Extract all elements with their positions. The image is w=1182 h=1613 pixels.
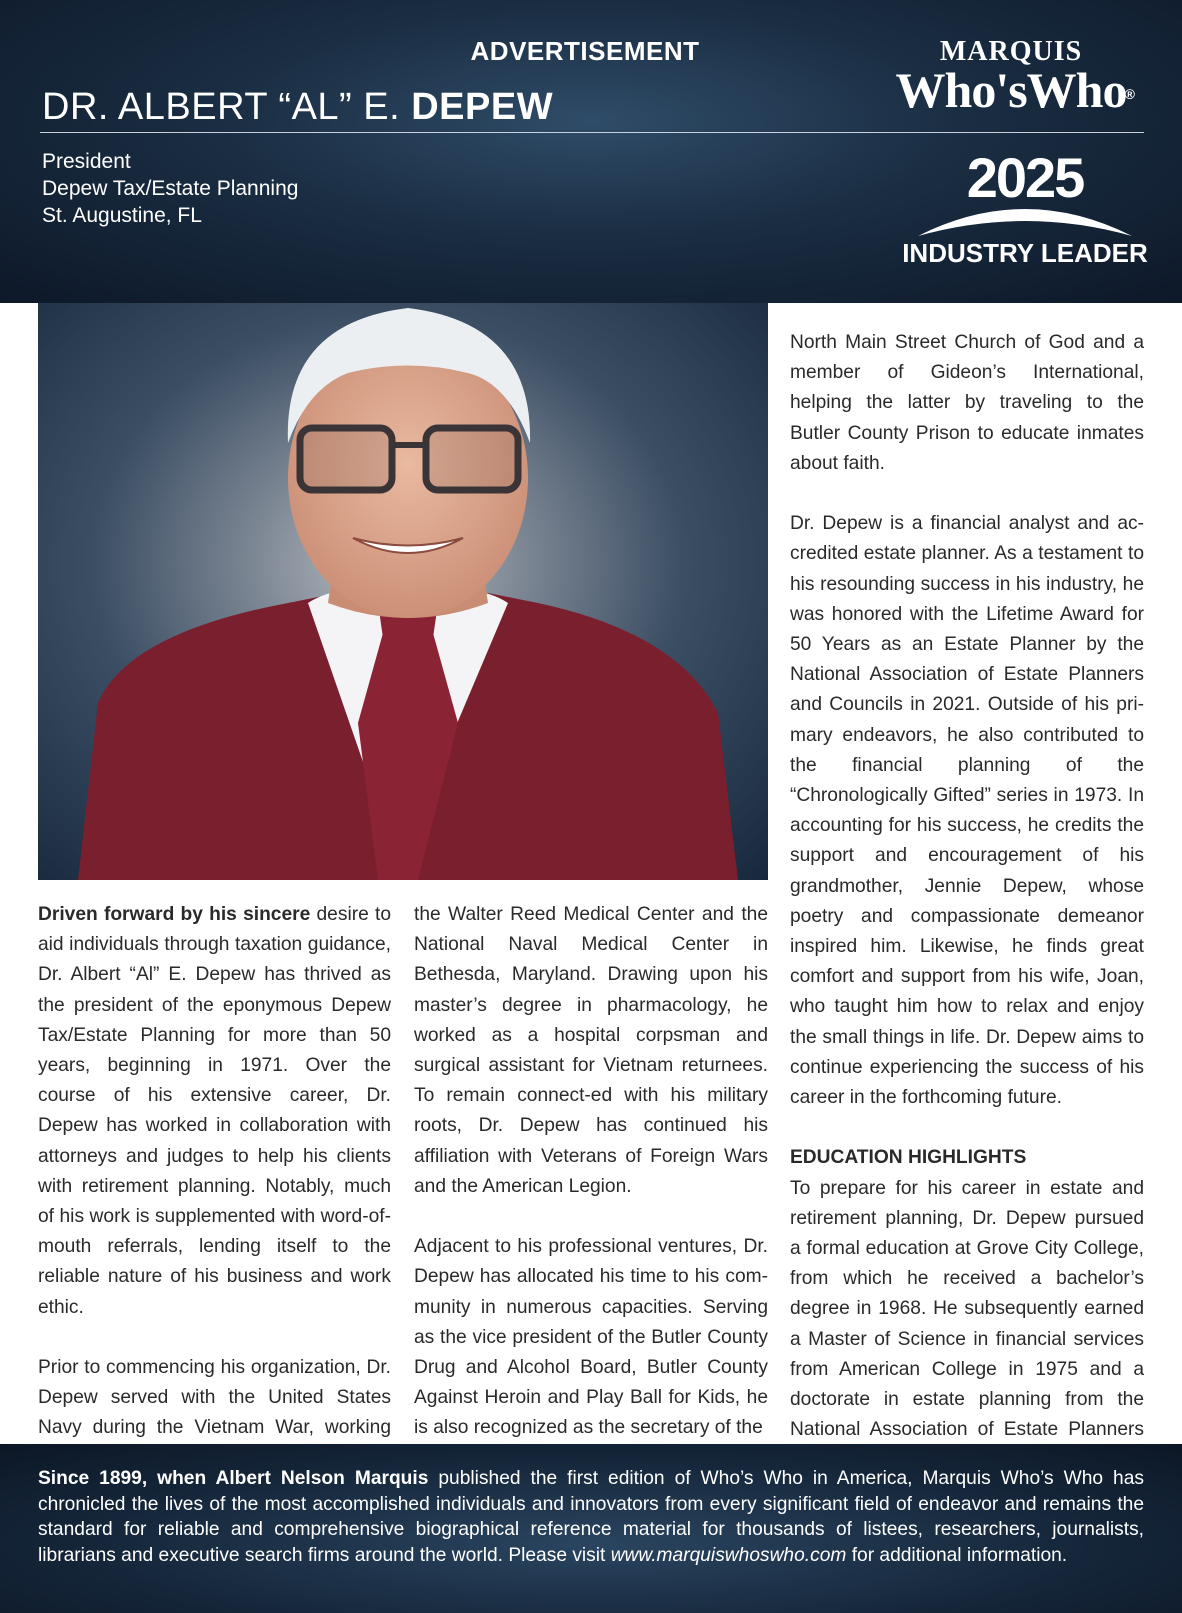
company-name: Depew Tax/Estate Planning	[42, 177, 299, 200]
paragraph: North Main Street Church of God and a member of Gideon’s International, helping the latter by traveling to the Butler County Prison to educate inmates about faith.	[790, 332, 1144, 474]
logo-whoswho-word: Who'sWho	[895, 62, 1127, 118]
paragraph: Prior to commencing his organization, Dr. Depew served with the United States Navy during the Vietnam War, working	[38, 1357, 391, 1439]
paragraph: Dr. Depew is a financial analyst and ac-credited estate planner. As a testament to his resounding success in his industry, he was honored with the Lifetime Award for 50 Years as an Estate Planner by the National Association of Estate Planners and Councils in 2021. Outside of his pri-mary endeavors, he also contributed to the financial planning of the “Chronologically Gifted” series in 1973. In accounting for his success, he credits the support and encouragement of his grandmother, Jennie Depew, whose poetry and compassionate demeanor inspired him. Likewise, he finds great comfort and support from his wife, Joan, who taught him how to relax and enjoy the small things in life. Dr. Depew aims to continue experiencing the success of his career in the forthcoming future.	[790, 513, 1144, 1109]
paragraph: To prepare for his career in estate and retirement planning, Dr. Depew pursued a formal education at Grove City College, from which he received a bachelor’s degree in 1968. He subsequently earned a Master of Science in financial services from American College in 1975 and a doctorate in estate planning from the National Association of Estate Planners	[790, 1177, 1144, 1441]
paragraph: the Walter Reed Medical Center and the National Naval Medical Center in Bethesda, Maryland. Drawing upon his master’s degree in pharmacology, he worked as a hospital corpsman and surgical assistant for Vietnam returnees. To remain connect-ed with his military roots, Dr. Depew has continued his affiliation with Veterans of Foreign Wars and the American Legion.	[414, 904, 768, 1197]
badge-label: INDUSTRY LEADER	[902, 238, 1148, 268]
badge-year: 2025	[966, 146, 1084, 209]
footer-lead: Since 1899, when Albert Nelson Marquis	[38, 1468, 429, 1489]
location: St. Augustine, FL	[42, 204, 202, 227]
marquis-whoswho-logo	[880, 36, 1142, 118]
registered-mark: ®	[1124, 86, 1134, 102]
job-title: President	[42, 150, 131, 173]
article-column-3	[790, 328, 1144, 1476]
page-title	[42, 86, 553, 129]
logo-marquis-text: MARQUIS	[939, 36, 1083, 67]
education-heading: EDUCATION HIGHLIGHTS	[790, 1147, 1027, 1169]
profile-info	[42, 148, 298, 229]
paragraph: Adjacent to his professional ventures, Dr. Depew has allocated his time to his com-munity in numerous capacities. Serving as the vice president of the Butler County Drug and Alcohol Board, Butler County Against Heroin and Play Ball for Kids, he is also recognized as the secretary of the	[414, 1236, 768, 1439]
paragraph-text: desire to aid individuals through taxation guidance, Dr. Albert “Al” E. Depew has thrived as the president of the eponymous Depew Tax/Estate Planning for more than 50 years, beginning in 1971. Over the course of his extensive career, Dr. Depew has worked in collaboration with attorneys and judges to help his clients with retirement planning. Notably, much of his work is supplemented with word-of-mouth referrals, lending itself to the reliable nature of his business and work ethic.	[38, 904, 391, 1318]
article-column-1	[38, 900, 391, 1474]
lead-in: Driven forward by his sincere	[38, 904, 311, 925]
name-bold: DEPEW	[411, 86, 554, 128]
portrait-illustration	[38, 303, 768, 880]
advertisement-label: ADVERTISEMENT	[470, 36, 700, 66]
name-regular: DR. ALBERT “AL” E.	[42, 86, 412, 128]
portrait-photo	[38, 303, 768, 880]
footer-text	[38, 1466, 1144, 1568]
industry-leader-badge	[900, 146, 1150, 269]
footer-body: published the first edition of Who’s Who in America, Marquis Who’s Who has chronicled the lives of the most accomplished individuals and innovators from every significant field of endeavor and remains the standard for reliable and comprehensive biographical reference material for thousands of listees, researchers, journalists, librarians and executive search firms around the world. Please visit	[38, 1468, 1144, 1566]
paragraph	[38, 900, 391, 1323]
header-divider	[40, 132, 1144, 133]
footer-body-end: for additional information.	[846, 1544, 1068, 1566]
article-column-2	[414, 900, 768, 1444]
logo-whoswho-text	[880, 62, 1142, 118]
website-link[interactable]: www.marquiswhoswho.com	[610, 1544, 847, 1566]
